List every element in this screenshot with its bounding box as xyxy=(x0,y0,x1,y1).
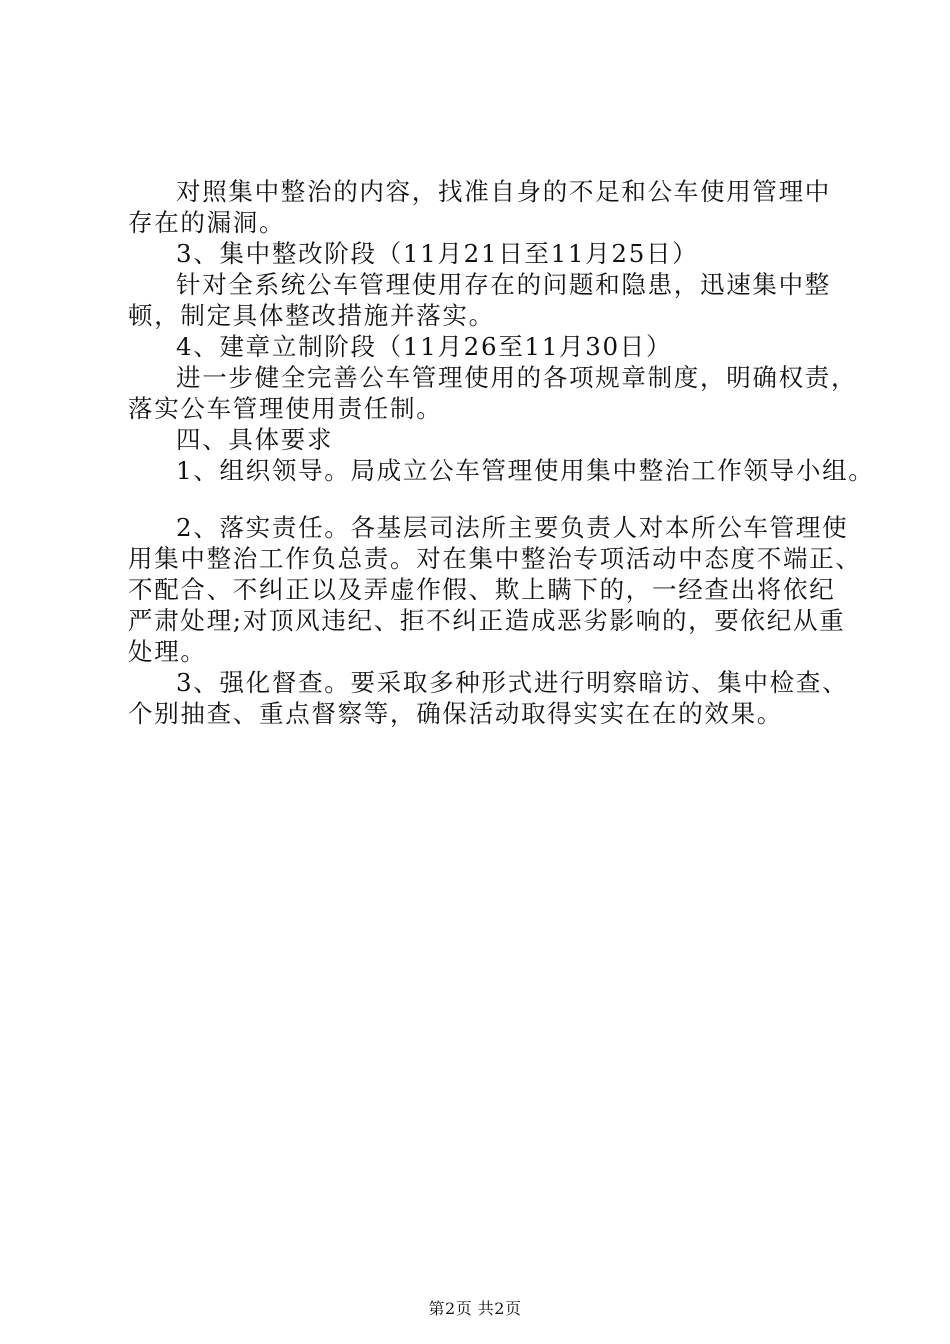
paragraph-line: 个别抽查、重点督察等，确保活动取得实实在在的效果。 xyxy=(128,699,783,728)
page-number-footer: 第2页 共2页 xyxy=(428,1299,522,1318)
paragraph-line: 1、组织领导。局成立公车管理使用集中整治工作领导小组。 xyxy=(176,456,875,485)
paragraph-line: 用集中整治工作负总责。对在集中整治专项活动中态度不端正、 xyxy=(128,544,862,573)
paragraph-line: 处理。 xyxy=(128,637,207,666)
paragraph-line: 对照集中整治的内容，找准自身的不足和公车使用管理中 xyxy=(176,177,831,206)
section-heading: 四、具体要求 xyxy=(176,425,334,454)
paragraph-line: 存在的漏洞。 xyxy=(128,208,286,237)
section-heading: 4、建章立制阶段（11月26至11月30日） xyxy=(176,332,673,361)
paragraph-line: 进一步健全完善公车管理使用的各项规章制度，明确权责， xyxy=(176,363,858,392)
paragraph-line: 严肃处理;对顶风违纪、拒不纠正造成恶劣影响的，要依纪从重 xyxy=(128,606,846,635)
paragraph-line: 落实公车管理使用责任制。 xyxy=(128,394,443,423)
paragraph-line: 不配合、不纠正以及弄虚作假、欺上瞒下的，一经查出将依纪 xyxy=(128,575,836,604)
paragraph-line: 2、落实责任。各基层司法所主要负责人对本所公车管理使 xyxy=(176,513,849,542)
paragraph-line: 顿，制定具体整改措施并落实。 xyxy=(128,301,495,330)
section-heading: 3、集中整改阶段（11月21日至11月25日） xyxy=(176,239,699,268)
paragraph-line: 针对全系统公车管理使用存在的问题和隐患，迅速集中整 xyxy=(176,270,831,299)
paragraph-line: 3、强化督查。要采取多种形式进行明察暗访、集中检查、 xyxy=(176,668,849,697)
